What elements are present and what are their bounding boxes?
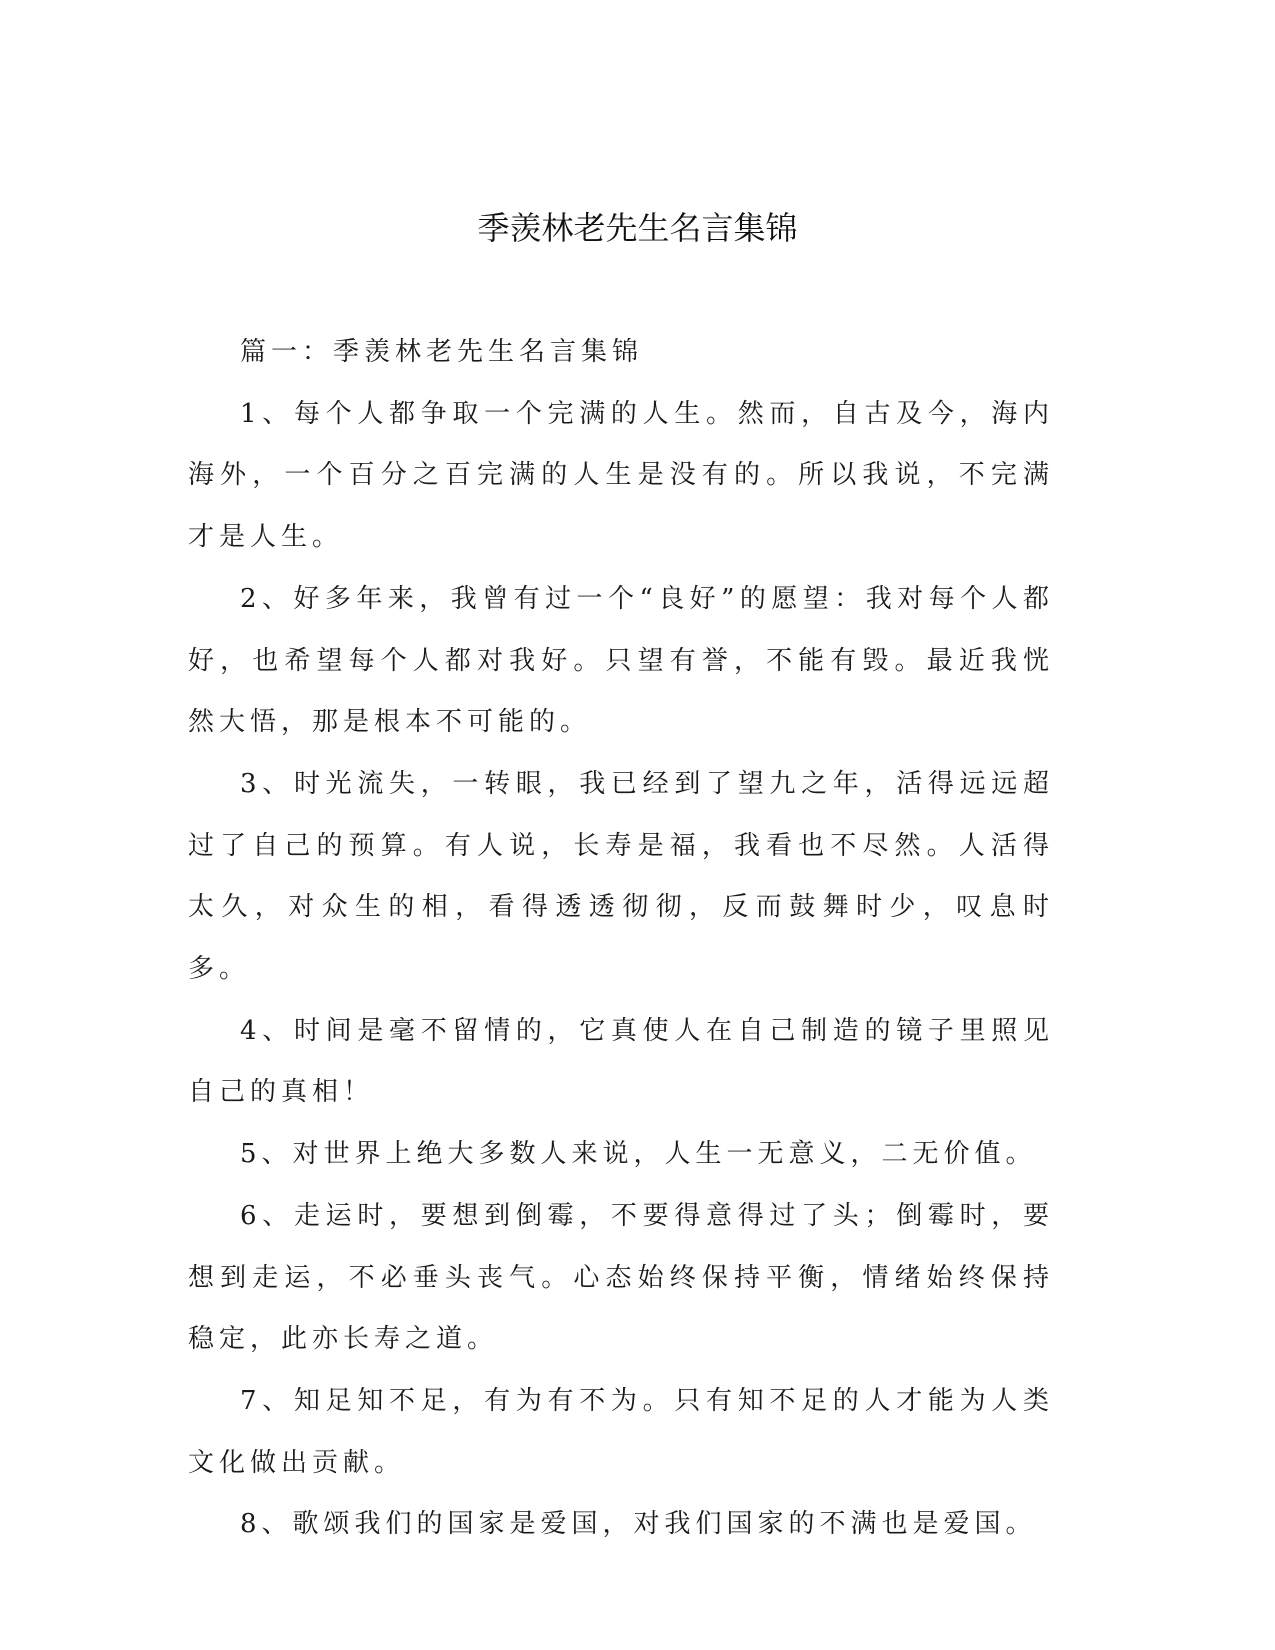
quote-paragraph-7: 7、知足知不足，有为有不为。只有知不足的人才能为人类文化做出贡献。 <box>188 1385 1054 1478</box>
quote-paragraph-8: 8、歌颂我们的国家是爱国，对我们国家的不满也是爱国。 <box>240 1509 1037 1540</box>
quote-paragraph-6: 6、走运时，要想到倒霉，不要得意得过了头；倒霉时，要想到走运，不必垂头丧气。心态始终保持平衡，情绪始终保持稳定，此亦长寿之道。 <box>188 1200 1054 1355</box>
quote-paragraph-1: 1、每个人都争取一个完满的人生。然而，自古及今，海内海外，一个百分之百完满的人生是没有的。所以我说，不完满才是人生。 <box>188 398 1054 553</box>
quote-paragraph-2: 2、好多年来，我曾有过一个“良好”的愿望：我对每个人都好，也希望每个人都对我好。只望有誉，不能有毁。最近我恍然大悟，那是根本不可能的。 <box>188 583 1054 738</box>
quote-paragraph-3: 3、时光流失，一转眼，我已经到了望九之年，活得远远超过了自己的预算。有人说，长寿是福，我看也不尽然。人活得太久，对众生的相，看得透透彻彻，反而鼓舞时少，叹息时多。 <box>188 768 1054 985</box>
quote-paragraph-4: 4、时间是毫不留情的，它真使人在自己制造的镜子里照见自己的真相！ <box>188 1015 1054 1108</box>
section-heading: 篇一：季羡林老先生名言集锦 <box>240 337 644 367</box>
quote-paragraph-5: 5、对世界上绝大多数人来说，人生一无意义，二无价值。 <box>240 1139 1037 1170</box>
page-title: 季羡林老先生名言集锦 <box>477 209 798 247</box>
document-body <box>188 322 1054 1556</box>
